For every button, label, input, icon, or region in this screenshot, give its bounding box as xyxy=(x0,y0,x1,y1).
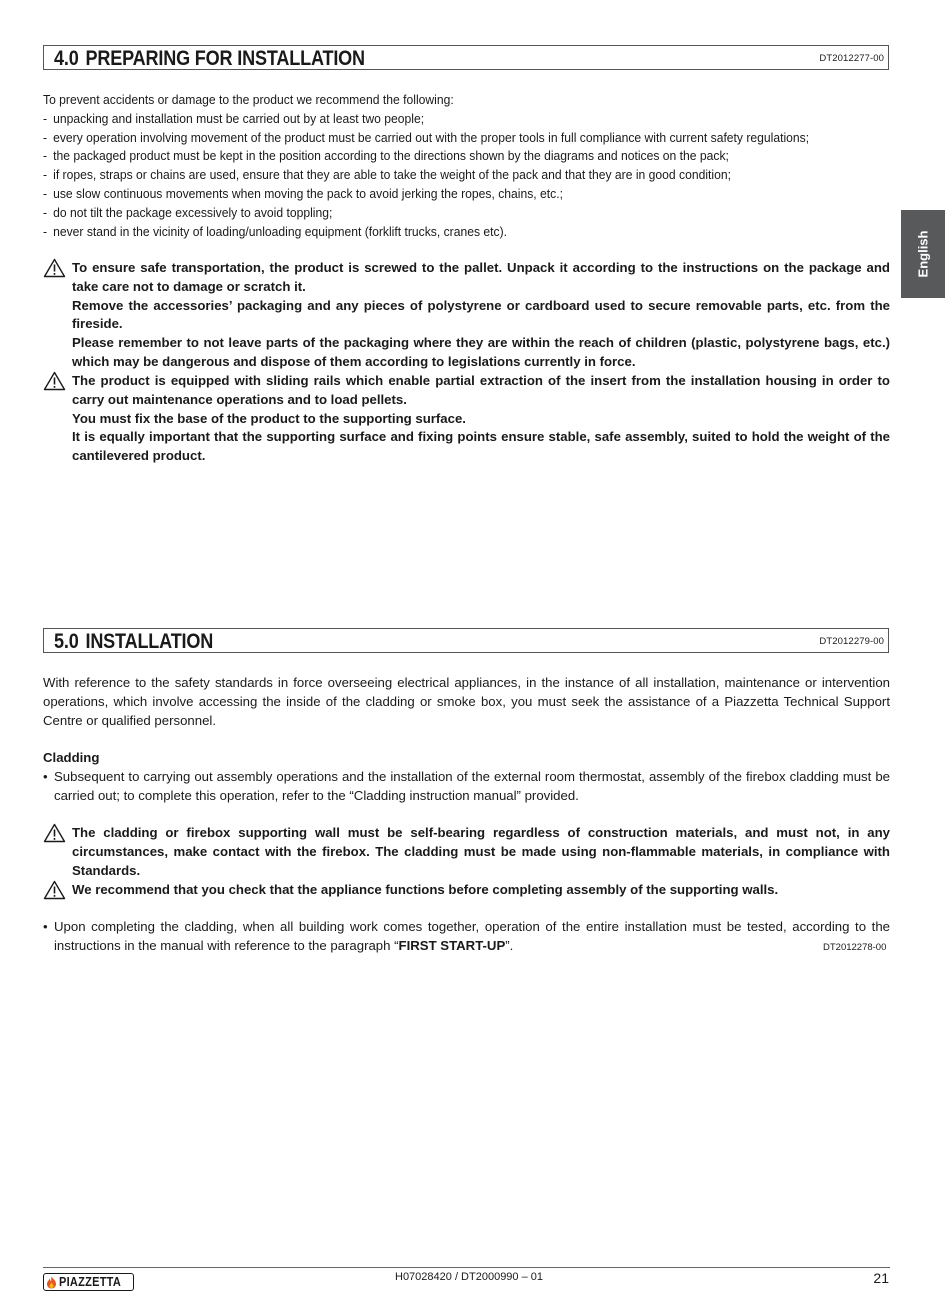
cladding-heading: Cladding xyxy=(43,750,100,765)
list-item: - use slow continuous movements when moving the pack to avoid jerking the ropes, chains, etc.; xyxy=(43,185,563,201)
list-item: - if ropes, straps or chains are used, ensure that they are able to take the weight of the pack and that they are in good condition; xyxy=(43,167,731,183)
section-5-code: DT2012279-00 xyxy=(819,636,884,647)
warning-text-3: The cladding or firebox supporting wall must be self-bearing regardless of construction materials, and must not, in any circumstances, make contact with the firebox. The cladding must be made using non-flammable materials, in compliance with Standards. xyxy=(72,825,890,878)
final-bullet xyxy=(43,918,890,956)
language-tab-label: English xyxy=(915,230,931,278)
list-item-text: if ropes, straps or chains are used, ensure that they are able to take the weight of the pack and that they are in good condition; xyxy=(53,167,731,183)
section-4-number: 4.0 xyxy=(54,47,79,70)
warning-text-2 xyxy=(72,372,890,466)
brand-logo xyxy=(43,1273,134,1291)
warning-paragraph: To ensure safe transportation, the product is screwed to the pallet. Unpack it according to the instructions on the package and take care not to damage or scratch it. xyxy=(72,260,890,294)
language-tab xyxy=(901,210,945,298)
warning-block-1 xyxy=(43,259,890,369)
bullet-dot: • xyxy=(43,919,48,934)
final-bullet-end: ”. xyxy=(505,937,514,953)
list-item-text: use slow continuous movements when moving the pack to avoid jerking the ropes, chains, etc.; xyxy=(53,185,563,201)
warning-triangle-icon xyxy=(43,823,66,843)
cladding-bullet xyxy=(43,768,890,806)
section-4-title xyxy=(54,47,365,71)
warning-paragraph: The product is equipped with sliding rails which enable partial extraction of the insert from the installation housing in order to carry out maintenance operations and to load pellets. xyxy=(72,373,890,407)
warning-paragraph: You must fix the base of the product to the supporting surface. xyxy=(72,410,466,426)
list-item: - every operation involving movement of the product must be carried out with the proper tools in full compliance with current safety regulations; xyxy=(43,129,810,145)
list-item: - do not tilt the package excessively to avoid toppling; xyxy=(43,204,333,220)
footer-divider xyxy=(43,1267,890,1268)
flame-logo-icon xyxy=(46,1276,57,1289)
section-4-code: DT2012277-00 xyxy=(819,53,884,64)
warning-triangle-icon xyxy=(43,258,66,278)
warning-block-4 xyxy=(43,881,890,901)
warning-triangle-icon xyxy=(43,880,66,900)
section-4-header xyxy=(43,45,889,70)
warning-block-2 xyxy=(43,372,890,467)
warning-block-3 xyxy=(43,824,890,878)
list-item: - the packaged product must be kept in the position according to the directions shown by the diagrams and notices on the pack; xyxy=(43,148,729,164)
final-bullet-body: Upon completing the cladding, when all building work comes together, operation of the entire installation must be tested, according to the instructions in the manual with reference to the paragraph “ xyxy=(54,919,890,953)
list-item-text: the packaged product must be kept in the position according to the directions shown by the diagrams and notices on the pack; xyxy=(53,148,729,164)
list-item: - never stand in the vicinity of loading/unloading equipment (forklift trucks, cranes etc). xyxy=(43,223,507,239)
document-reference: H07028420 / DT2000990 – 01 xyxy=(395,1271,544,1283)
list-item-text: unpacking and installation must be carried out by at least two people; xyxy=(53,110,425,126)
page-number: 21 xyxy=(873,1270,889,1286)
list-item-text: every operation involving movement of the product must be carried out with the proper tools in full compliance with current safety regulations; xyxy=(53,129,810,145)
warning-text-4: We recommend that you check that the appliance functions before completing assembly of the supporting walls. xyxy=(72,882,779,897)
cladding-bullet-text: Subsequent to carrying out assembly operations and the installation of the external room thermostat, assembly of the firebox cladding must be carried out; to complete this operation, refer to the “Cladding instruction manual” provided. xyxy=(54,769,890,803)
section-5-number: 5.0 xyxy=(54,630,79,653)
final-code: DT2012278-00 xyxy=(823,942,887,953)
section-5-title xyxy=(54,630,213,654)
warning-paragraph: Please remember to not leave parts of the packaging where they are within the reach of children (plastic, polystyrene bags, etc.) which may be dangerous and dispose of them according to legislations currently in force. xyxy=(72,335,890,369)
final-bullet-text xyxy=(54,918,890,956)
warning-paragraph: Remove the accessories’ packaging and any pieces of polystyrene or cardboard used to secure removable parts, etc. from the fireside. xyxy=(72,297,890,332)
warning-paragraph: It is equally important that the supporting surface and fixing points ensure stable, safe assembly, suited to hold the weight of the cantilevered product. xyxy=(72,429,890,464)
list-item-text: never stand in the vicinity of loading/unloading equipment (forklift trucks, cranes etc). xyxy=(53,223,507,239)
logo-box xyxy=(43,1273,134,1291)
list-item-text: do not tilt the package excessively to avoid toppling; xyxy=(53,204,333,220)
section-4-title-text: PREPARING FOR INSTALLATION xyxy=(85,47,365,70)
first-start-up-ref: FIRST START-UP xyxy=(398,937,506,953)
bullet-dot: • xyxy=(43,769,48,784)
section-5-title-text: INSTALLATION xyxy=(85,630,214,653)
logo-text: PIAZZETTA xyxy=(59,1275,122,1289)
section-5-header xyxy=(43,628,889,653)
list-item: - unpacking and installation must be carried out by at least two people; xyxy=(43,110,425,126)
section-4-intro-block xyxy=(43,91,822,241)
section-4-intro: To prevent accidents or damage to the product we recommend the following: xyxy=(43,92,454,107)
warning-triangle-icon xyxy=(43,371,66,391)
section-5-intro: With reference to the safety standards in force overseeing electrical appliances, in the instance of all installation, maintenance or intervention operations, which involve accessing the inside of the cladding or smoke box, you must seek the assistance of a Piazzetta Technical Support Centre or qualified personnel. xyxy=(43,675,890,728)
warning-text-1 xyxy=(72,259,890,372)
